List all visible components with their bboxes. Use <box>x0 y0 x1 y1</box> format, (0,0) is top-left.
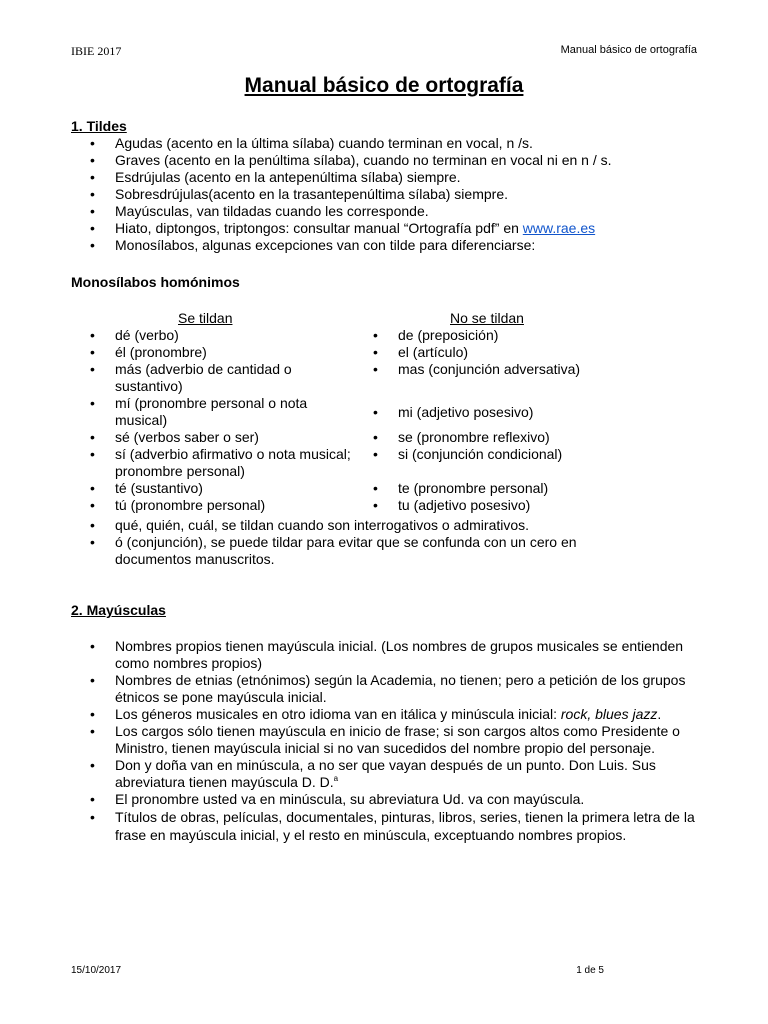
hiato-text: Hiato, diptongos, triptongos: consultar manual “Ortografía pdf” en <box>115 220 523 236</box>
se-tildan-list <box>90 327 360 514</box>
list-item: • Los cargos sólo tienen mayúscula en inicio de frase; si son cargos altos como Presidente o Ministro, tienen mayúscula inicial si no van sucedidos del nombre propio del personaje. <box>90 723 700 757</box>
generos-italic: rock, blues jazz <box>560 706 658 722</box>
column-heading-se-tildan: Se tildan <box>178 310 233 326</box>
list-item: • Graves (acento en la penúltima sílaba), cuando no terminan en vocal ni en n / s. <box>90 152 710 169</box>
list-item: • él (pronombre) <box>90 344 360 361</box>
list-item: • mí (pronombre personal o nota musical) <box>90 395 360 429</box>
generos-text: Los géneros musicales en otro idioma van en itálica y minúscula inicial: <box>115 706 561 722</box>
list-item: • sí (adverbio afirmativo o nota musical; pronombre personal) <box>90 446 360 480</box>
list-item: • Agudas (acento en la última sílaba) cuando terminan en vocal, n /s. <box>90 135 710 152</box>
list-item: • Nombres propios tienen mayúscula inicial. (Los nombres de grupos musicales se entienden como nombres propios) <box>90 638 700 672</box>
list-item: • té (sustantivo) <box>90 480 360 497</box>
list-item <box>90 220 710 237</box>
list-item: • Mayúsculas, van tildadas cuando les corresponde. <box>90 203 710 220</box>
list-item: • si (conjunción condicional) <box>373 446 703 480</box>
list-item: • sé (verbos saber o ser) <box>90 429 360 446</box>
list-item <box>90 706 700 723</box>
header-left: IBIE 2017 <box>71 44 122 58</box>
list-item: • Nombres de etnias (etnónimos) según la Academia, no tienen; pero a petición de los grupos étnicos se pone mayúscula inicial. <box>90 672 700 706</box>
list-item <box>90 757 700 791</box>
generos-end: . <box>657 706 662 722</box>
don-text: Don y doña van en minúscula, a no ser que vayan después de un punto. Don Luis. Sus abreviatura tienen mayúscula D. D. <box>115 757 656 790</box>
list-item: • mi (adjetivo posesivo) <box>373 395 703 429</box>
list-item: • ó (conjunción), se puede tildar para evitar que se confunda con un cero en documentos manuscritos. <box>90 534 650 568</box>
list-item: • más (adverbio de cantidad o sustantivo) <box>90 361 360 395</box>
list-item: • El pronombre usted va en minúscula, su abreviatura Ud. va con mayúscula. <box>90 791 700 808</box>
no-se-tildan-list <box>373 327 703 514</box>
list-item: • el (artículo) <box>373 344 703 361</box>
list-item: • Esdrújulas (acento en la antepenúltima sílaba) siempre. <box>90 169 710 186</box>
don-superscript: a <box>333 774 339 783</box>
column-heading-no-se-tildan: No se tildan <box>450 310 524 326</box>
list-item: • qué, quién, cuál, se tildan cuando son interrogativos o admirativos. <box>90 517 650 534</box>
list-item: • tú (pronombre personal) <box>90 497 360 514</box>
section-heading-mayusculas: 2. Mayúsculas <box>71 602 166 618</box>
list-item: • Sobresdrújulas(acento en la trasantepenúltima sílaba) siempre. <box>90 186 710 203</box>
list-item: • dé (verbo) <box>90 327 360 344</box>
section-heading-tildes: 1. Tildes <box>71 118 127 134</box>
list-item: • se (pronombre reflexivo) <box>373 429 703 446</box>
list-item: • mas (conjunción adversativa) <box>373 361 703 395</box>
list-item: • te (pronombre personal) <box>373 480 703 497</box>
rae-link[interactable]: www.rae.es <box>522 220 596 236</box>
list-item: • tu (adjetivo posesivo) <box>373 497 703 514</box>
homonimos-extra-list <box>90 517 650 568</box>
list-item: • Títulos de obras, películas, documentales, pinturas, libros, series, tienen la primera letra de la frase en mayúscula inicial, y el resto en minúscula, exceptuando nombres propios. <box>90 808 700 844</box>
header-right: Manual básico de ortografía <box>560 44 697 56</box>
list-item: • de (preposición) <box>373 327 703 344</box>
list-item: • Monosílabos, algunas excepciones van con tilde para diferenciarse: <box>90 237 710 254</box>
subsection-heading-homonimos: Monosílabos homónimos <box>71 274 240 290</box>
footer-date: 15/10/2017 <box>71 965 122 976</box>
mayusculas-list <box>90 638 700 844</box>
tildes-list <box>90 135 710 254</box>
page-title: Manual básico de ortografía <box>244 74 524 97</box>
footer-page-number: 1 de 5 <box>576 965 604 976</box>
